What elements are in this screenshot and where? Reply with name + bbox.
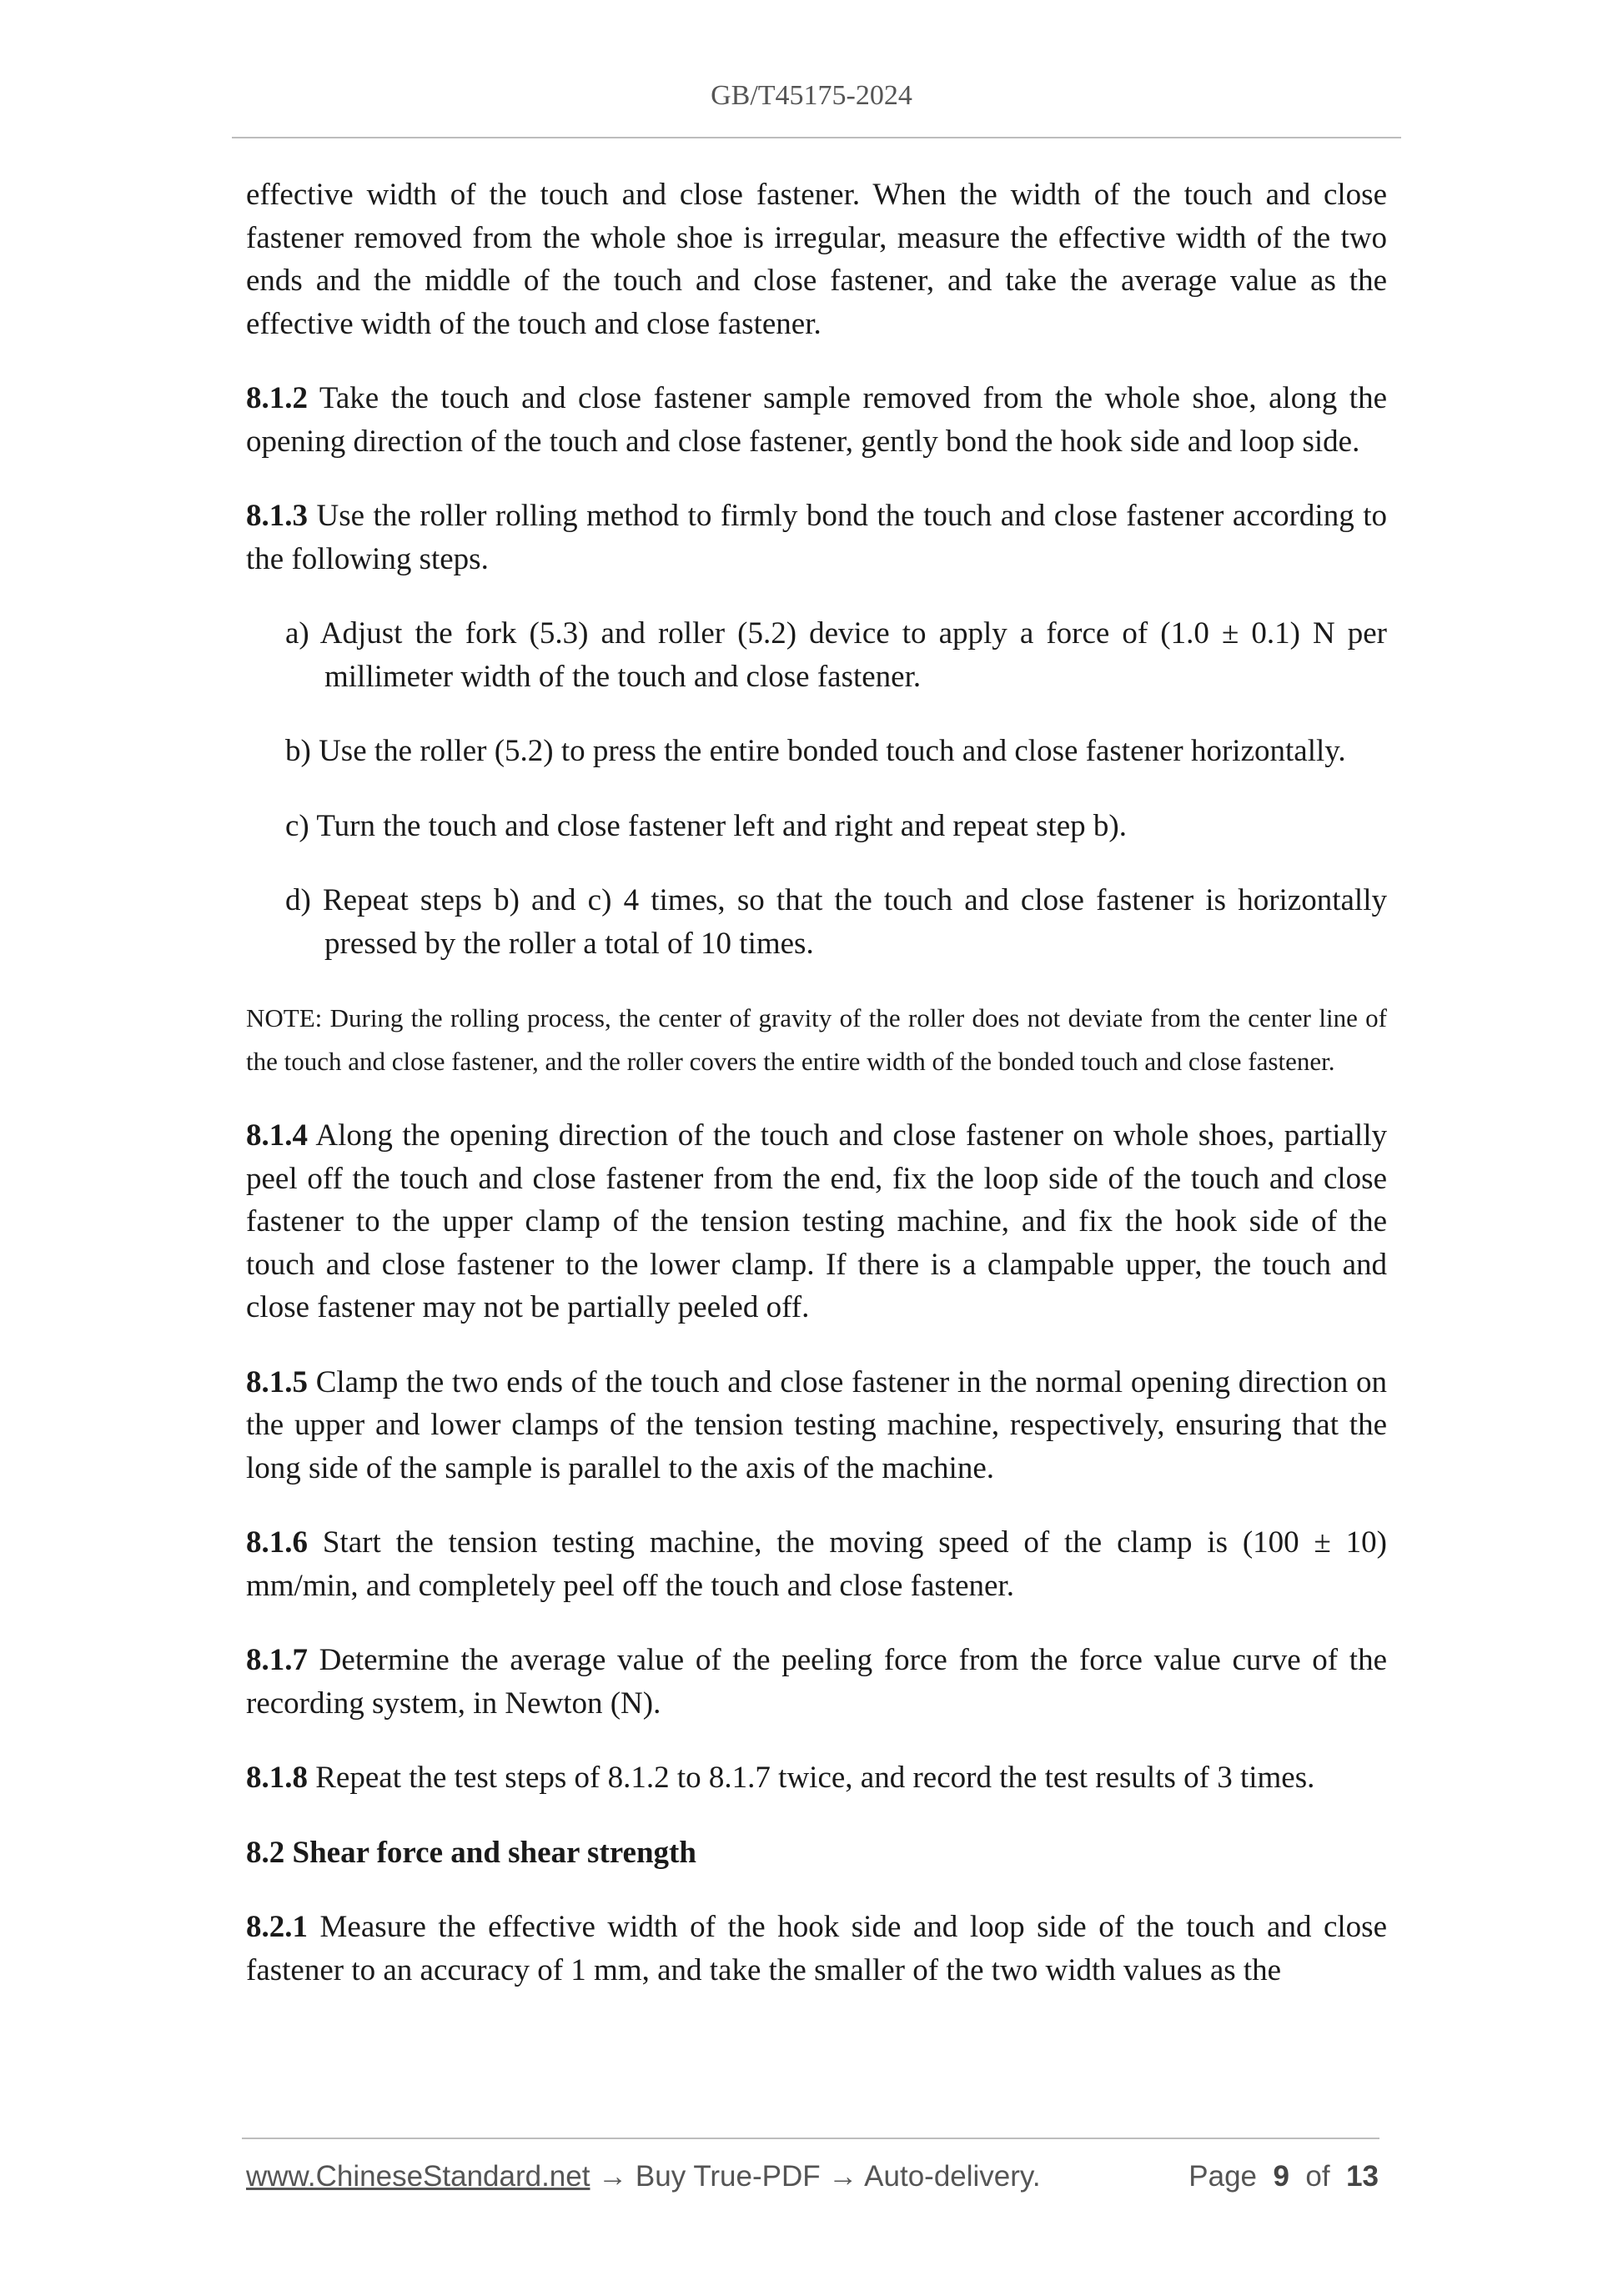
footer-divider [242, 2138, 1379, 2139]
clause-text: Measure the effective width of the hook side and loop side of the touch and close fastener to an accuracy of 1 mm, and take the smaller of the two width values as the [246, 1910, 1387, 1987]
step-c: c) Turn the touch and close fastener left and right and repeat step b). [285, 808, 1127, 843]
clause-number: 8.1.7 [246, 1643, 308, 1677]
header-divider [232, 137, 1401, 138]
clause-number: 8.2.1 [246, 1910, 308, 1944]
clause-8-1-6 [246, 1521, 1387, 1607]
clause-number: 8.1.2 [246, 381, 308, 415]
footer-promo [246, 2160, 1041, 2193]
step-b: b) Use the roller (5.2) to press the entire bonded touch and close fastener horizontally. [285, 734, 1346, 768]
clause-text: Along the opening direction of the touch and close fastener on whole shoes, partially peel off the touch and close fastener from the end, fix the loop side of the touch and close fastener to the upper clamp of the tension testing machine, and fix the hook side of the touch and close fastener to the lower clamp. If there is a clampable upper, the touch and close fastener may not be partially peeled off. [246, 1118, 1387, 1324]
clause-8-1-8 [246, 1756, 1387, 1800]
promo-text: → Buy True-PDF → Auto-delivery. [590, 2160, 1041, 2193]
clause-number: 8.1.4 [246, 1118, 308, 1153]
step-a: a) Adjust the fork (5.3) and roller (5.2) device to apply a force of (1.0 ± 0.1) N per millimeter width of the touch and close fastener. [285, 616, 1387, 694]
page-footer [246, 2160, 1379, 2200]
clause-8-1-3 [246, 495, 1387, 580]
clause-8-2-1 [246, 1906, 1387, 1992]
clause-text: Clamp the two ends of the touch and close fastener in the normal opening direction on the upper and lower clamps of the tension testing machine, respectively, ensuring that the long side of the sample is parallel to the axis of the machine. [246, 1364, 1387, 1485]
clause-text: Repeat the test steps of 8.1.2 to 8.1.7 twice, and record the test results of 3 times. [308, 1761, 1315, 1795]
clause-8-1-4 [246, 1114, 1387, 1329]
page-of: of [1305, 2160, 1330, 2193]
clause-number: 8.1.5 [246, 1364, 308, 1399]
page-current: 9 [1273, 2160, 1289, 2193]
clause-text: Start the tension testing machine, the moving speed of the clamp is (100 ± 10) mm/min, and completely peel off the touch and close fastener. [246, 1525, 1387, 1603]
website-link[interactable]: www.ChineseStandard.net [246, 2160, 590, 2193]
section-heading-8-2: 8.2 Shear force and shear strength [246, 1835, 696, 1870]
clause-number: 8.1.6 [246, 1525, 308, 1560]
clause-text: Use the roller rolling method to firmly bond the touch and close fastener according to the following steps. [246, 499, 1387, 576]
clause-number: 8.1.3 [246, 499, 308, 533]
clause-text: Take the touch and close fastener sample removed from the whole shoe, along the opening direction of the touch and close fastener, gently bond the hook side and loop side. [246, 381, 1387, 459]
clause-8-1-5 [246, 1361, 1387, 1490]
clause-text: Determine the average value of the peeling force from the force value curve of the recording system, in Newton (N). [246, 1643, 1387, 1721]
continued-paragraph: effective width of the touch and close fastener. When the width of the touch and close fastener removed from the whole shoe is irregular, measure the effective width of the two ends and the middle of the touch and close fastener, and take the average value as the effective width of the touch and close fastener. [246, 178, 1387, 341]
note-paragraph: NOTE: During the rolling process, the center of gravity of the roller does not deviate from the center line of the touch and close fastener, and the roller covers the entire width of the bonded touch and close fastener. [246, 1003, 1387, 1076]
clause-8-1-2 [246, 377, 1387, 463]
page-label: Page [1188, 2160, 1258, 2193]
page-total: 13 [1346, 2160, 1379, 2193]
clause-8-1-7 [246, 1639, 1387, 1725]
standard-code: GB/T45175-2024 [711, 80, 912, 111]
clause-number: 8.1.8 [246, 1761, 308, 1795]
document-body [246, 173, 1387, 2023]
step-d: d) Repeat steps b) and c) 4 times, so that the touch and close fastener is horizontally pressed by the roller a total of 10 times. [285, 883, 1387, 961]
page-number [1188, 2160, 1379, 2193]
page-header [0, 80, 1623, 112]
